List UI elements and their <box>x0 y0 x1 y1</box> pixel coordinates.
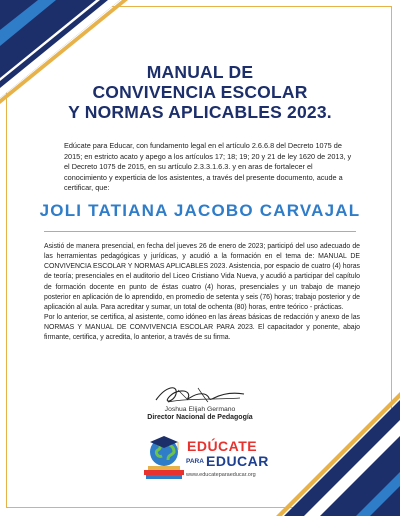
body-paragraph-2: Por lo anterior, se certifica, al asistente, como idóneo en las áreas básicas de redacción y anexo de las NORMAS Y MANUAL DE CONVIVENCIA ESCOLAR PARA 2023. El capacitador y ponente, abajo firmante, certifica, y acredita, lo anterior, a través de su firma. <box>44 314 360 342</box>
certificate-title-line-3: Y NORMAS APLICABLES 2023. <box>68 102 332 122</box>
logo-text-educate: EDÚCATE <box>187 438 258 454</box>
name-underline <box>44 231 356 232</box>
signer-name: Joshua Elijah Germano <box>164 406 236 413</box>
recipient-name: JOLI TATIANA JACOBO CARVAJAL <box>39 201 361 220</box>
certificate-title-line-2: CONVIVENCIA ESCOLAR <box>92 82 308 102</box>
signer-role: Director Nacional de Pedagogía <box>147 414 253 421</box>
intro-paragraph: Edúcate para Educar, con fundamento legal en el artículo 2.6.6.8 del Decreto 1075 de 2015; en estricto acato y apego a los artículos 17; 18; 19; 20 y 21 de ley 1620 de 2013, y el Decreto 1075 de 2015, en su artículo 2.3.3.1.6.3. y en aras de fortalecer el conocimiento y experticia de los asistentes, a través del presente documento, acude a certificar, que: <box>64 141 352 193</box>
logo-text-educar: EDUCAR <box>206 453 269 469</box>
certificate-body <box>44 242 360 344</box>
body-paragraph-1: Asistió de manera presencial, en fecha del jueves 26 de enero de 2023; participó del uso adecuado de las herramientas pedagógicas y jurídicas, y acudió a la formación en el tema de: MANUAL DE CONVIVENCIA ESCOLAR Y NORMAS APLICABLES 2023. Asistencia, por espacio de cuatro (4) horas de teoría; presenciales en el auditorio del Liceo Cristiano Vida Nueva, y acudió a participar del capítulo de formación docente en punto de éstas cuatro (4) horas, presenciales y un trabajo de manejo posterior en aplicación de lo aprendido, en promedio de setenta y seis (76) horas; trabajo posterior y de aplicación al aula. Para acreditar y sumar, un total de ochenta (80) horas, entre teórico - prácticas. <box>44 243 361 311</box>
certificate-title-line-1: MANUAL DE <box>146 62 254 82</box>
handwritten-signature <box>148 380 252 408</box>
logo-text-para: PARA <box>186 458 204 465</box>
globe-books-logo-icon <box>136 430 190 484</box>
logo-url: www.educateparaeducar.org <box>186 472 256 478</box>
